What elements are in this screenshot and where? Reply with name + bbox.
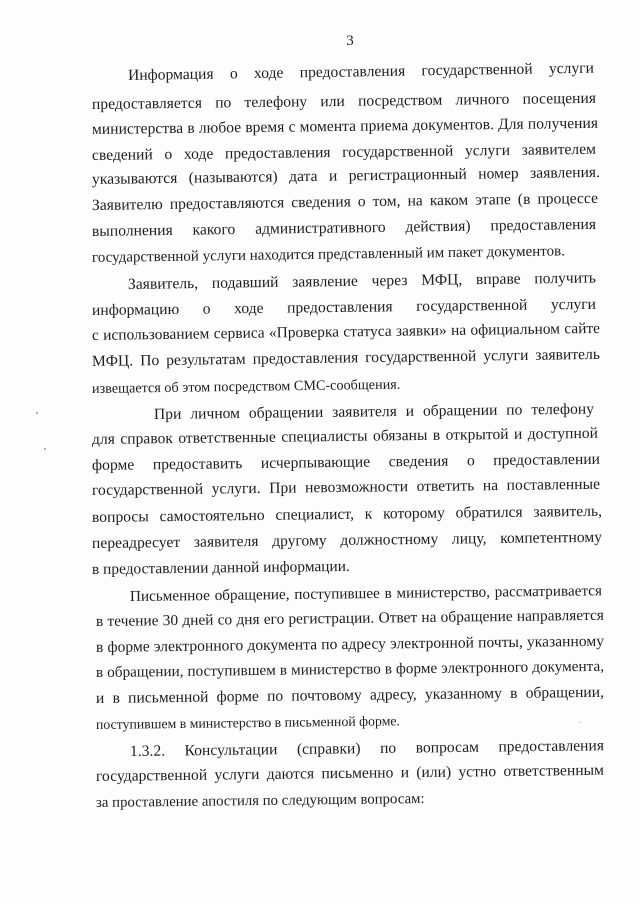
paragraph-line: указываются (называются) дата и регистрационный номер заявления. [91,163,601,188]
scan-speck [36,412,38,414]
paragraph-line: предоставляется по телефону или посредством личного посещения [91,89,597,113]
paragraph-line: для справок ответственные специалисты обязаны в открытой и доступной [91,424,599,448]
paragraph-line: в предоставлении данной информации. [91,557,350,578]
page-number: 3 [346,33,354,49]
paragraph-line: извещается об этом посредством СМС-сообщения. [91,376,401,397]
paragraph-line: за проставление апостиля по следующим вопросам: [95,790,425,811]
paragraph-line: Письменное обращение, поступившее в министерство, рассматривается [129,582,603,605]
paragraph-line: информацию о ходе предоставления государственной услуги [91,295,597,319]
paragraph-line: МФЦ. По результатам предоставления государственной услуги заявитель [91,345,601,370]
scan-speck [44,448,46,450]
paragraph-line: поступившем в министерство в письменной форме. [95,713,401,732]
paragraph-line: в форме электронного документа по адресу электронной почты, указанному [95,632,605,656]
paragraph-line: Информация о ходе предоставления государственной услуги [127,59,595,84]
paragraph-line: Заявителю предоставляются сведения о том, на каком этапе (в процессе [91,189,599,214]
paragraph-line: форме предоставить исчерпывающие сведения о предоставлении [91,450,601,474]
paragraph-line: государственной услуги находится представленный им пакет документов. [91,243,566,266]
paragraph-line: 1.3.2. Консультации (справки) по вопросам предоставления [129,737,605,760]
paragraph-line: государственной услуги. При невозможности ответить на поставленные [91,475,601,499]
paragraph-line: государственной услуги даются письменно и (или) устно ответственным [95,761,605,785]
paragraph-line: сведений о ходе предоставления государственной услуги заявителем [91,140,597,164]
paragraph-line: и в письменной форме по почтовому адресу, указанному в обращении, [95,683,605,707]
paragraph-line: в течение 30 дней со дня его регистрации. Ответ на обращение направляется [95,606,605,630]
paragraph-line: Заявитель, подавший заявление через МФЦ, вправе получить [127,269,597,293]
paragraph-line: министерства в любое время с момента приема документов. Для получения [91,114,599,138]
paragraph-line: переадресует заявителя другому должностному лицу, компетентному [91,528,603,552]
paragraph-line: выполнения какого административного действия) предоставления [91,215,597,240]
paragraph-line: в обращении, поступившем в министерство в форме электронного документа, [95,657,605,681]
scan-speck [580,722,581,723]
paragraph-line: с использованием сервиса «Проверка статуса заявки» на официальном сайте [91,319,601,344]
paragraph-line: вопросы самостоятельно специалист, к которому обратился заявитель, [91,502,603,526]
paragraph-line: При личном обращении заявителя и обращении по телефону [153,400,595,423]
